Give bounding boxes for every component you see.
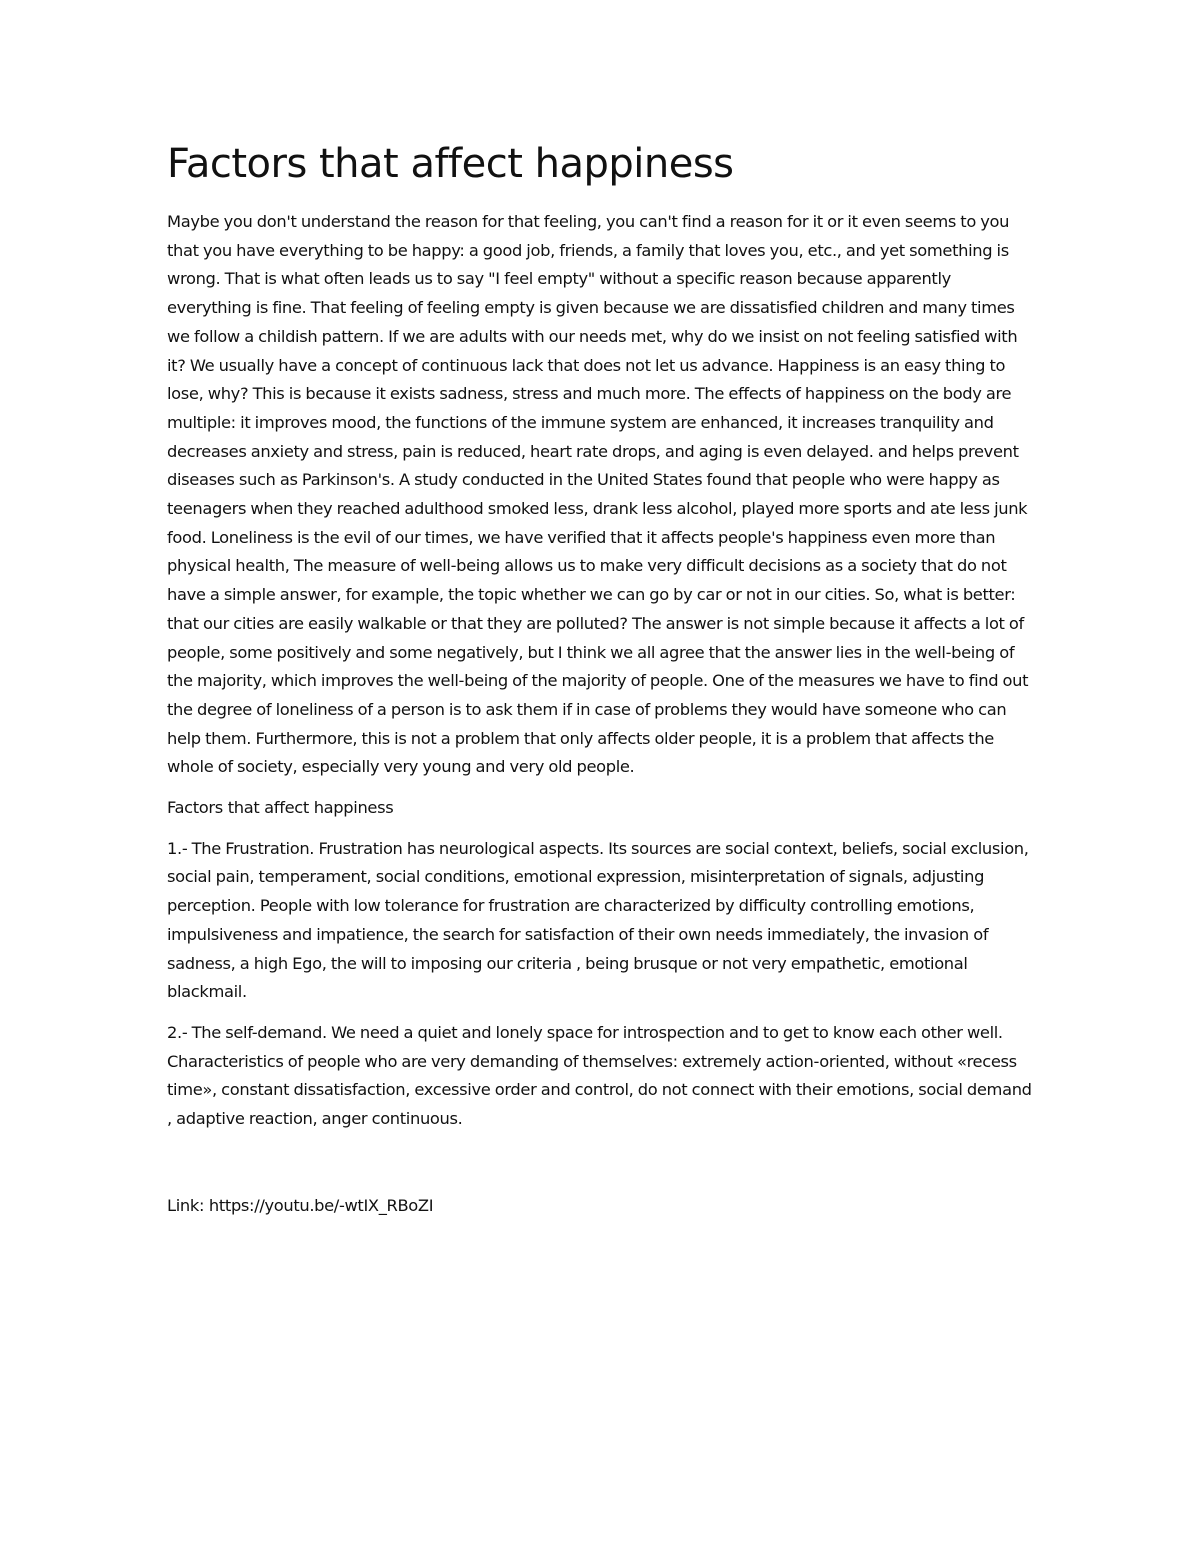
- blank-line: [167, 1146, 1033, 1192]
- video-link[interactable]: Link: https://youtu.be/-wtIX_RBoZI: [167, 1195, 434, 1215]
- document-page: [167, 138, 1033, 1221]
- factor-frustration-paragraph: 1.- The Frustration. Frustration has neurological aspects. Its sources are social context, beliefs, social exclusion, social pain, temperament, social conditions, emotional expression, misinterpretation of signals, adjusting perception. People with low tolerance for frustration are characterized by difficulty controlling emotions, impulsiveness and impatience, the search for satisfaction of their own needs immediately, the invasion of sadness, a high Ego, the will to imposing our criteria , being brusque or not very empathetic, emotional blackmail.: [167, 838, 1029, 1002]
- intro-paragraph: Maybe you don't understand the reason for that feeling, you can't find a reason for it or it even seems to you that you have everything to be happy: a good job, friends, a family that loves you, etc., and yet something is wrong. That is what often leads us to say "I feel empty" without a specific reason because apparently everything is fine. That feeling of feeling empty is given because we are dissatisfied children and many times we follow a childish pattern. If we are adults with our needs met, why do we insist on not feeling satisfied with it? We usually have a concept of continuous lack that does not let us advance. Happiness is an easy thing to lose, why? This is because it exists sadness, stress and much more. The effects of happiness on the body are multiple: it improves mood, the functions of the immune system are enhanced, it increases tranquility and decreases anxiety and stress, pain is reduced, heart rate drops, and aging is even delayed. and helps prevent diseases such as Parkinson's. A study conducted in the United States found that people who were happy as teenagers when they reached adulthood smoked less, drank less alcohol, played more sports and ate less junk food. Loneliness is the evil of our times, we have verified that it affects people's happiness even more than physical health, The measure of well-being allows us to make very difficult decisions as a society that do not have a simple answer, for example, the topic whether we can go by car or not in our cities. So, what is better: that our cities are easily walkable or that they are polluted? The answer is not simple because it affects a lot of people, some positively and some negatively, but I think we all agree that the answer lies in the well-being of the majority, which improves the well-being of the majority of people. One of the measures we have to find out the degree of loneliness of a person is to ask them if in case of problems they would have someone who can help them. Furthermore, this is not a problem that only affects older people, it is a problem that affects the whole of society, especially very young and very old people.: [167, 212, 1029, 777]
- document-title: Factors that affect happiness: [167, 141, 734, 187]
- section-subheading: Factors that affect happiness: [167, 798, 394, 818]
- factor-self-demand-paragraph: 2.- The self-demand. We need a quiet and lonely space for introspection and to get to know each other well. Characteristics of people who are very demanding of themselves: extremely action-oriented, without «recess time», constant dissatisfaction, excessive order and control, do not connect with their emotions, social demand , adaptive reaction, anger continuous.: [167, 1022, 1032, 1129]
